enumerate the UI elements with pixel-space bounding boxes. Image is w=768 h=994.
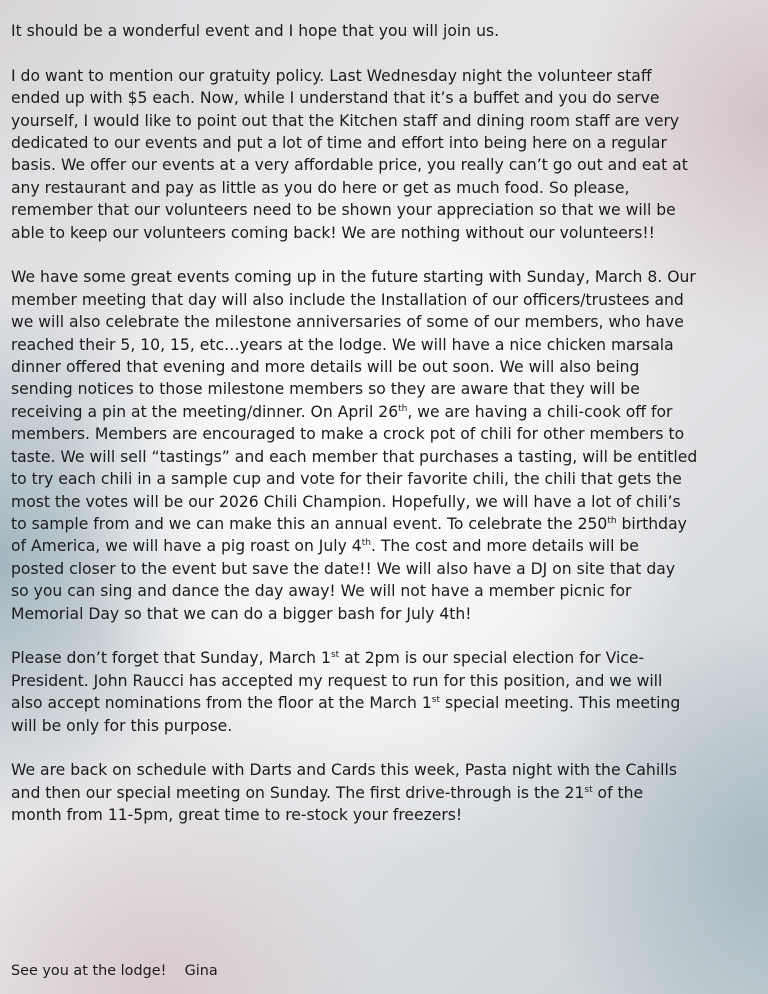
text-line: will be only for this purpose. bbox=[11, 716, 233, 735]
text-segment: special meeting. This meeting bbox=[439, 694, 681, 713]
text-segment: of America, we will have a pig roast on July 4 bbox=[11, 537, 362, 556]
ordinal-suffix: st bbox=[330, 650, 340, 661]
text-segment: birthday bbox=[616, 514, 687, 533]
text-segment: . The cost and more details will be bbox=[370, 537, 639, 556]
text-line bbox=[11, 782, 761, 804]
text-segment: to sample from and we can make this an annual event. To celebrate the 250 bbox=[11, 514, 608, 533]
text-segment: , we are having a chili-cook off for bbox=[407, 402, 673, 421]
text-segment: of the bbox=[592, 783, 644, 802]
text-line: able to keep our volunteers coming back! We are nothing without our volunteers!! bbox=[11, 223, 655, 242]
ordinal-suffix: st bbox=[431, 695, 440, 706]
text-line: President. John Raucci has accepted my request to run for this position, and we will bbox=[11, 671, 663, 690]
text-line: so you can sing and dance the day away! We will not have a member picnic for bbox=[11, 582, 632, 601]
text-line: It should be a wonderful event and I hope that you will join us. bbox=[11, 22, 500, 40]
ordinal-suffix: th bbox=[398, 403, 408, 414]
text-line: dinner offered that evening and more details will be out soon. We will also being bbox=[11, 358, 640, 377]
text-line: yourself, I would like to point out that the Kitchen staff and dining room staff are very bbox=[11, 111, 680, 130]
text-line: taste. We will sell “tastings” and each member that purchases a tasting, will be entitled bbox=[11, 447, 698, 466]
text-line: we will also celebrate the milestone anniversaries of some of our members, who have bbox=[11, 313, 684, 332]
text-segment: Please don’t forget that Sunday, March 1 bbox=[11, 649, 331, 668]
paragraph-gratuity-policy bbox=[11, 65, 761, 244]
text-line: posted closer to the event but save the date!! We will also have a DJ on site that day bbox=[11, 559, 676, 578]
text-line: Memorial Day so that we can do a bigger bash for July 4th! bbox=[11, 604, 472, 623]
text-line: remember that our volunteers need to be shown your appreciation so that we will be bbox=[11, 201, 676, 220]
text-line: most the votes will be our 2026 Chili Champion. Hopefully, we will have a lot of chili’s bbox=[11, 492, 681, 511]
paragraph-schedule bbox=[11, 759, 761, 826]
paragraph-special-election bbox=[11, 647, 761, 737]
paragraph-upcoming-events bbox=[11, 266, 761, 625]
paragraph-intro bbox=[11, 20, 761, 42]
text-segment: at 2pm is our special election for Vice- bbox=[339, 649, 645, 668]
text-line: to try each chili in a sample cup and vote for their favorite chili, the chili that gets the bbox=[11, 470, 682, 489]
text-line: basis. We offer our events at a very affordable price, you really can’t go out and eat at bbox=[11, 156, 688, 175]
text-segment: receiving a pin at the meeting/dinner. On April 26 bbox=[11, 402, 399, 421]
text-line: member meeting that day will also include the Installation of our officers/trustees and bbox=[11, 290, 684, 309]
text-line bbox=[11, 535, 761, 557]
text-segment: and then our special meeting on Sunday. The first drive-through is the 21 bbox=[11, 783, 585, 802]
text-line: We are back on schedule with Darts and Cards this week, Pasta night with the Cahills bbox=[11, 761, 677, 780]
text-line: ended up with $5 each. Now, while I understand that it’s a buffet and you do serve bbox=[11, 89, 660, 108]
text-line: month from 11-5pm, great time to re-stock your freezers! bbox=[11, 806, 463, 825]
text-line: reached their 5, 10, 15, etc…years at the lodge. We will have a nice chicken marsala bbox=[11, 335, 674, 354]
signoff: See you at the lodge! Gina bbox=[11, 963, 218, 979]
text-line bbox=[11, 692, 761, 714]
ordinal-suffix: st bbox=[584, 784, 593, 795]
text-line bbox=[11, 647, 761, 669]
letter-body bbox=[11, 20, 761, 849]
text-line bbox=[11, 401, 761, 423]
text-line bbox=[11, 513, 761, 535]
text-line: any restaurant and pay as little as you do here or get as much food. So please, bbox=[11, 178, 630, 197]
text-line: I do want to mention our gratuity policy. Last Wednesday night the volunteer staff bbox=[11, 66, 652, 85]
text-segment: also accept nominations from the floor at the March 1 bbox=[11, 694, 432, 713]
text-line: sending notices to those milestone members so they are aware that they will be bbox=[11, 380, 640, 399]
ordinal-suffix: th bbox=[607, 515, 617, 526]
text-line: dedicated to our events and put a lot of time and effort into being here on a regular bbox=[11, 134, 667, 153]
text-line: We have some great events coming up in the future starting with Sunday, March 8. Our bbox=[11, 268, 696, 287]
text-line: members. Members are encouraged to make a crock pot of chili for other members to bbox=[11, 425, 685, 444]
ordinal-suffix: th bbox=[361, 538, 371, 549]
